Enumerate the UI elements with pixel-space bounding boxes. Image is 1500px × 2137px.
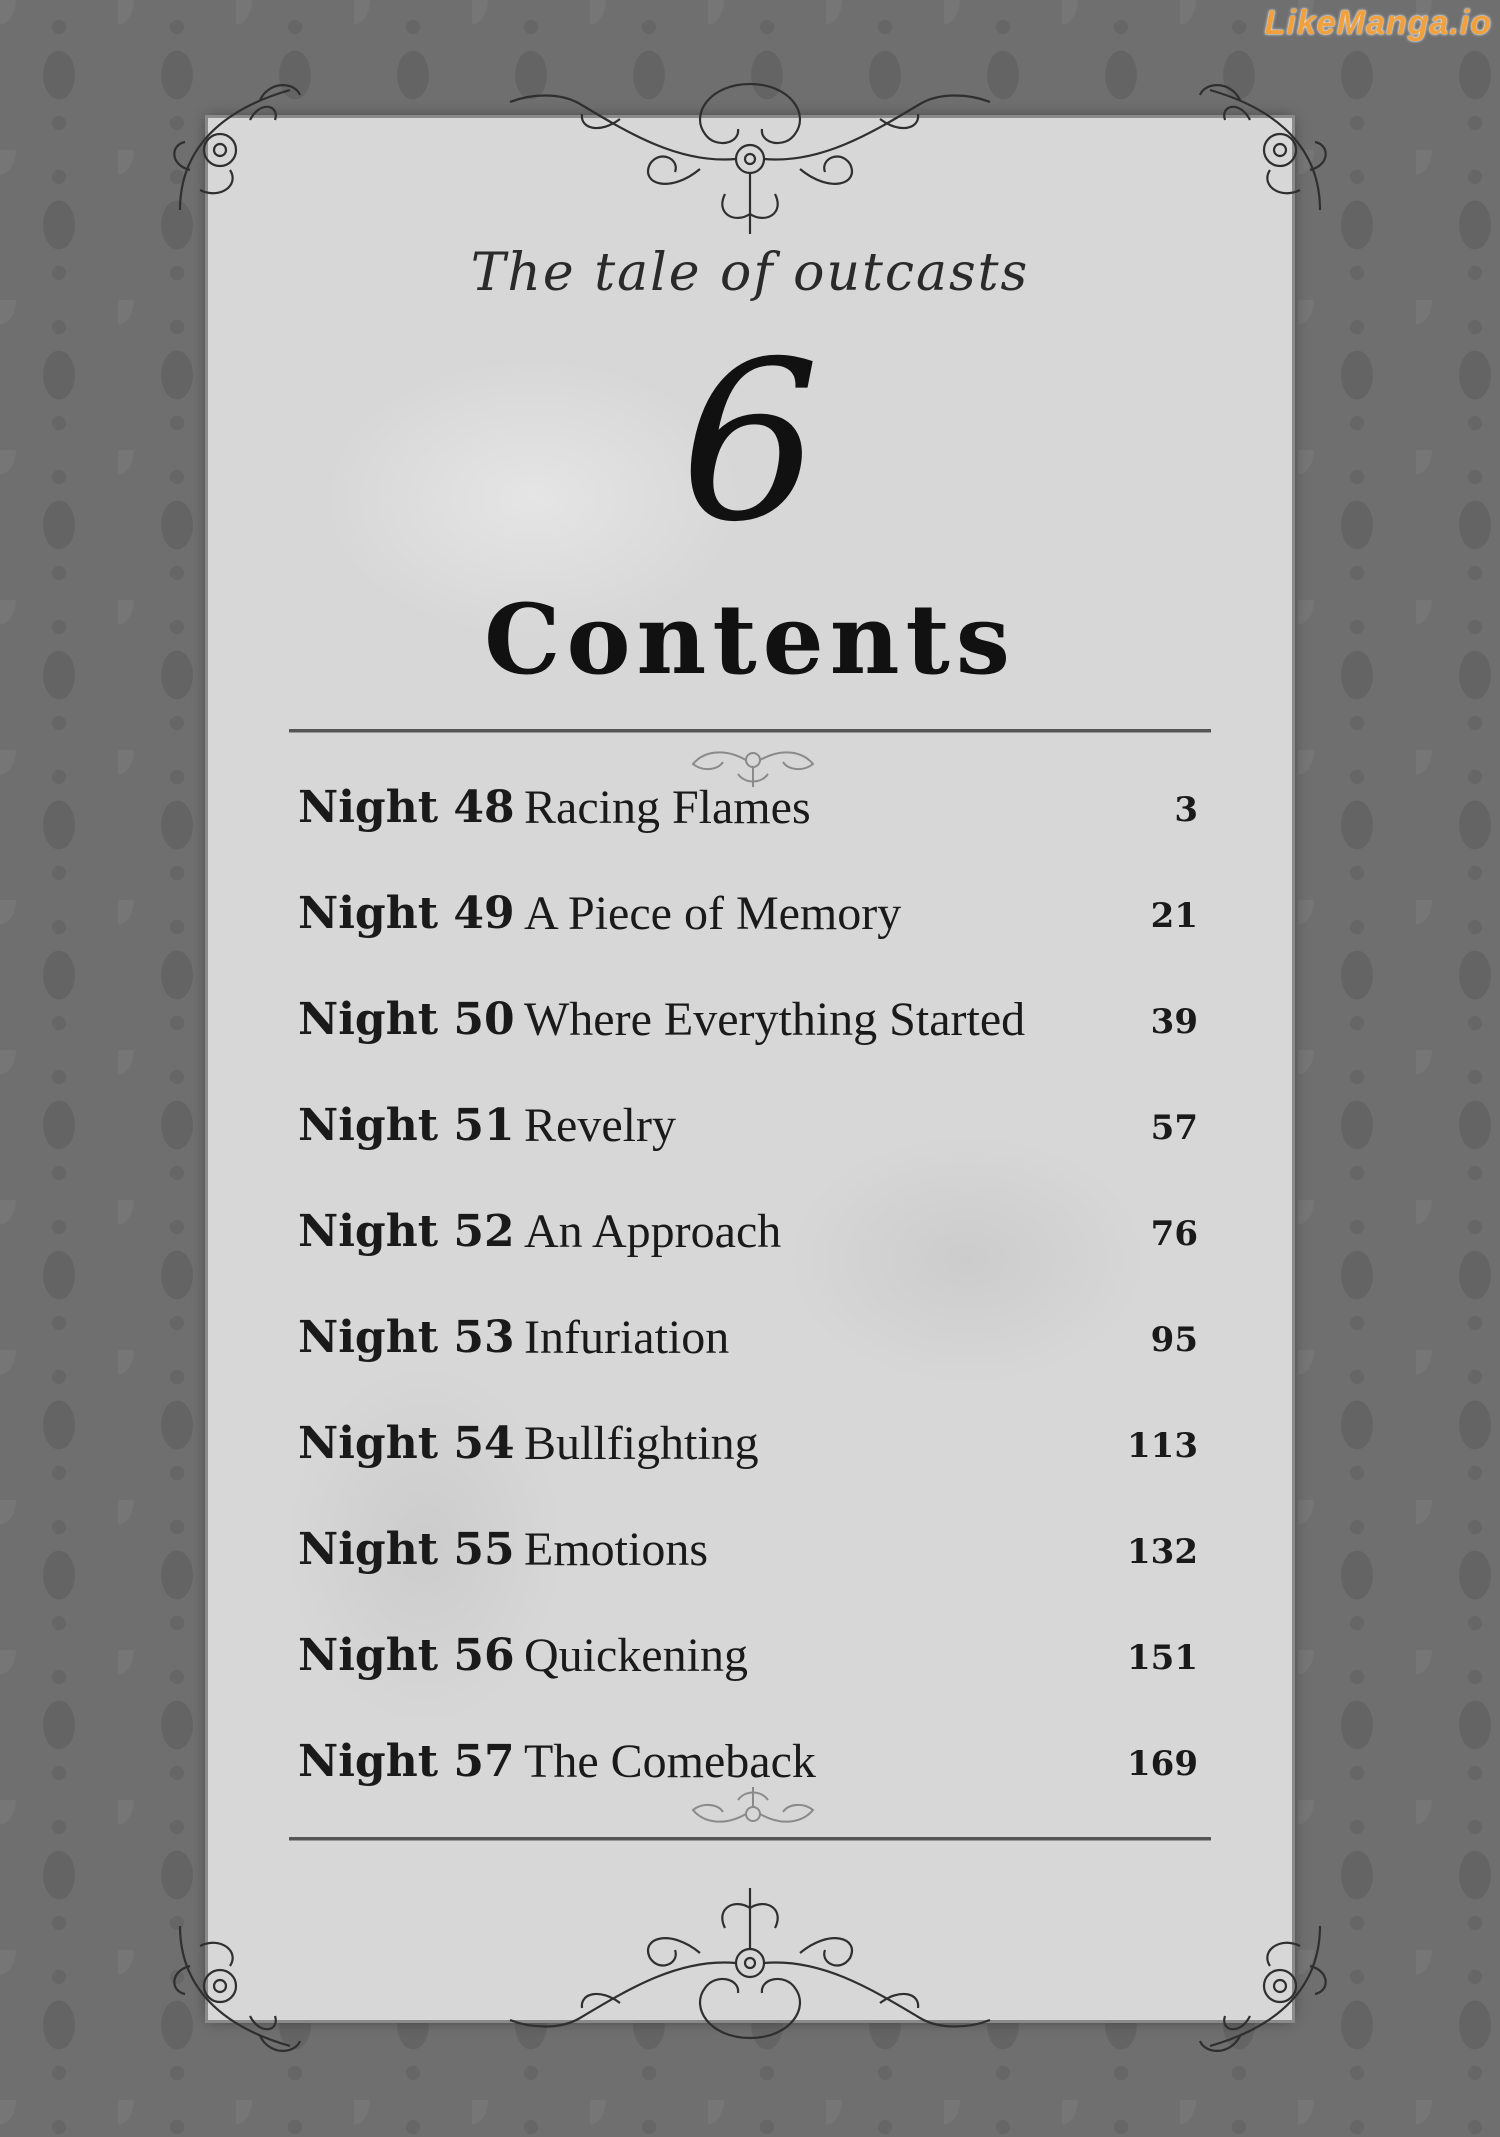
chapter-title: A Piece of Memory bbox=[524, 887, 902, 940]
chapter-number: Night 55 bbox=[298, 1524, 515, 1575]
chapter-title: Quickening bbox=[524, 1629, 748, 1682]
series-title: The tale of outcasts bbox=[470, 243, 1030, 303]
toc-row[interactable] bbox=[298, 1623, 1208, 1729]
chapter-page-number: 151 bbox=[1127, 1638, 1198, 1678]
chapter-number: Night 49 bbox=[298, 888, 515, 939]
chapter-page-number: 113 bbox=[1127, 1426, 1198, 1466]
chapter-number: Night 48 bbox=[298, 782, 515, 833]
chapter-page-number: 95 bbox=[1150, 1320, 1198, 1360]
toc-row[interactable] bbox=[298, 1411, 1208, 1517]
toc-row[interactable] bbox=[298, 1199, 1208, 1305]
chapter-title: The Comeback bbox=[524, 1735, 816, 1788]
toc-row[interactable] bbox=[298, 987, 1208, 1093]
watermark-logo: LikeManga.io bbox=[1264, 4, 1492, 42]
table-of-contents bbox=[298, 775, 1208, 1835]
chapter-page-number: 57 bbox=[1150, 1108, 1198, 1148]
chapter-page-number: 39 bbox=[1150, 1002, 1198, 1042]
chapter-number: Night 52 bbox=[298, 1206, 515, 1257]
chapter-title: Infuriation bbox=[524, 1311, 730, 1364]
chapter-title: An Approach bbox=[524, 1205, 782, 1258]
divider-flourish-icon bbox=[683, 1782, 823, 1832]
corner-flourish-icon bbox=[1180, 70, 1340, 230]
chapter-number: Night 56 bbox=[298, 1630, 515, 1681]
toc-row[interactable] bbox=[298, 881, 1208, 987]
toc-row[interactable] bbox=[298, 775, 1208, 881]
chapter-title: Bullfighting bbox=[524, 1417, 759, 1470]
chapter-page-number: 3 bbox=[1174, 790, 1198, 830]
chapter-title: Revelry bbox=[524, 1099, 676, 1152]
chapter-title: Where Everything Started bbox=[524, 993, 1026, 1046]
chapter-number: Night 54 bbox=[298, 1418, 515, 1469]
chapter-page-number: 21 bbox=[1150, 896, 1198, 936]
filigree-ornament-icon bbox=[500, 1878, 1000, 2048]
chapter-title: Racing Flames bbox=[524, 781, 811, 834]
corner-flourish-icon bbox=[1180, 1906, 1340, 2066]
chapter-number: Night 50 bbox=[298, 994, 515, 1045]
chapter-page-number: 169 bbox=[1127, 1744, 1198, 1784]
toc-row[interactable] bbox=[298, 1517, 1208, 1623]
chapter-page-number: 132 bbox=[1127, 1532, 1198, 1572]
chapter-page-number: 76 bbox=[1150, 1214, 1198, 1254]
bottom-divider-rule bbox=[289, 1837, 1211, 1841]
corner-flourish-icon bbox=[160, 1906, 320, 2066]
contents-heading: Contents bbox=[484, 583, 1016, 696]
chapter-number: Night 57 bbox=[298, 1736, 515, 1787]
chapter-title: Emotions bbox=[524, 1523, 709, 1576]
toc-row[interactable] bbox=[298, 1093, 1208, 1199]
corner-flourish-icon bbox=[160, 70, 320, 230]
toc-row[interactable] bbox=[298, 1305, 1208, 1411]
chapter-number: Night 51 bbox=[298, 1100, 515, 1151]
top-divider-rule bbox=[289, 729, 1211, 733]
filigree-ornament-icon bbox=[500, 74, 1000, 244]
volume-number: 6 bbox=[680, 314, 820, 570]
chapter-number: Night 53 bbox=[298, 1312, 515, 1363]
